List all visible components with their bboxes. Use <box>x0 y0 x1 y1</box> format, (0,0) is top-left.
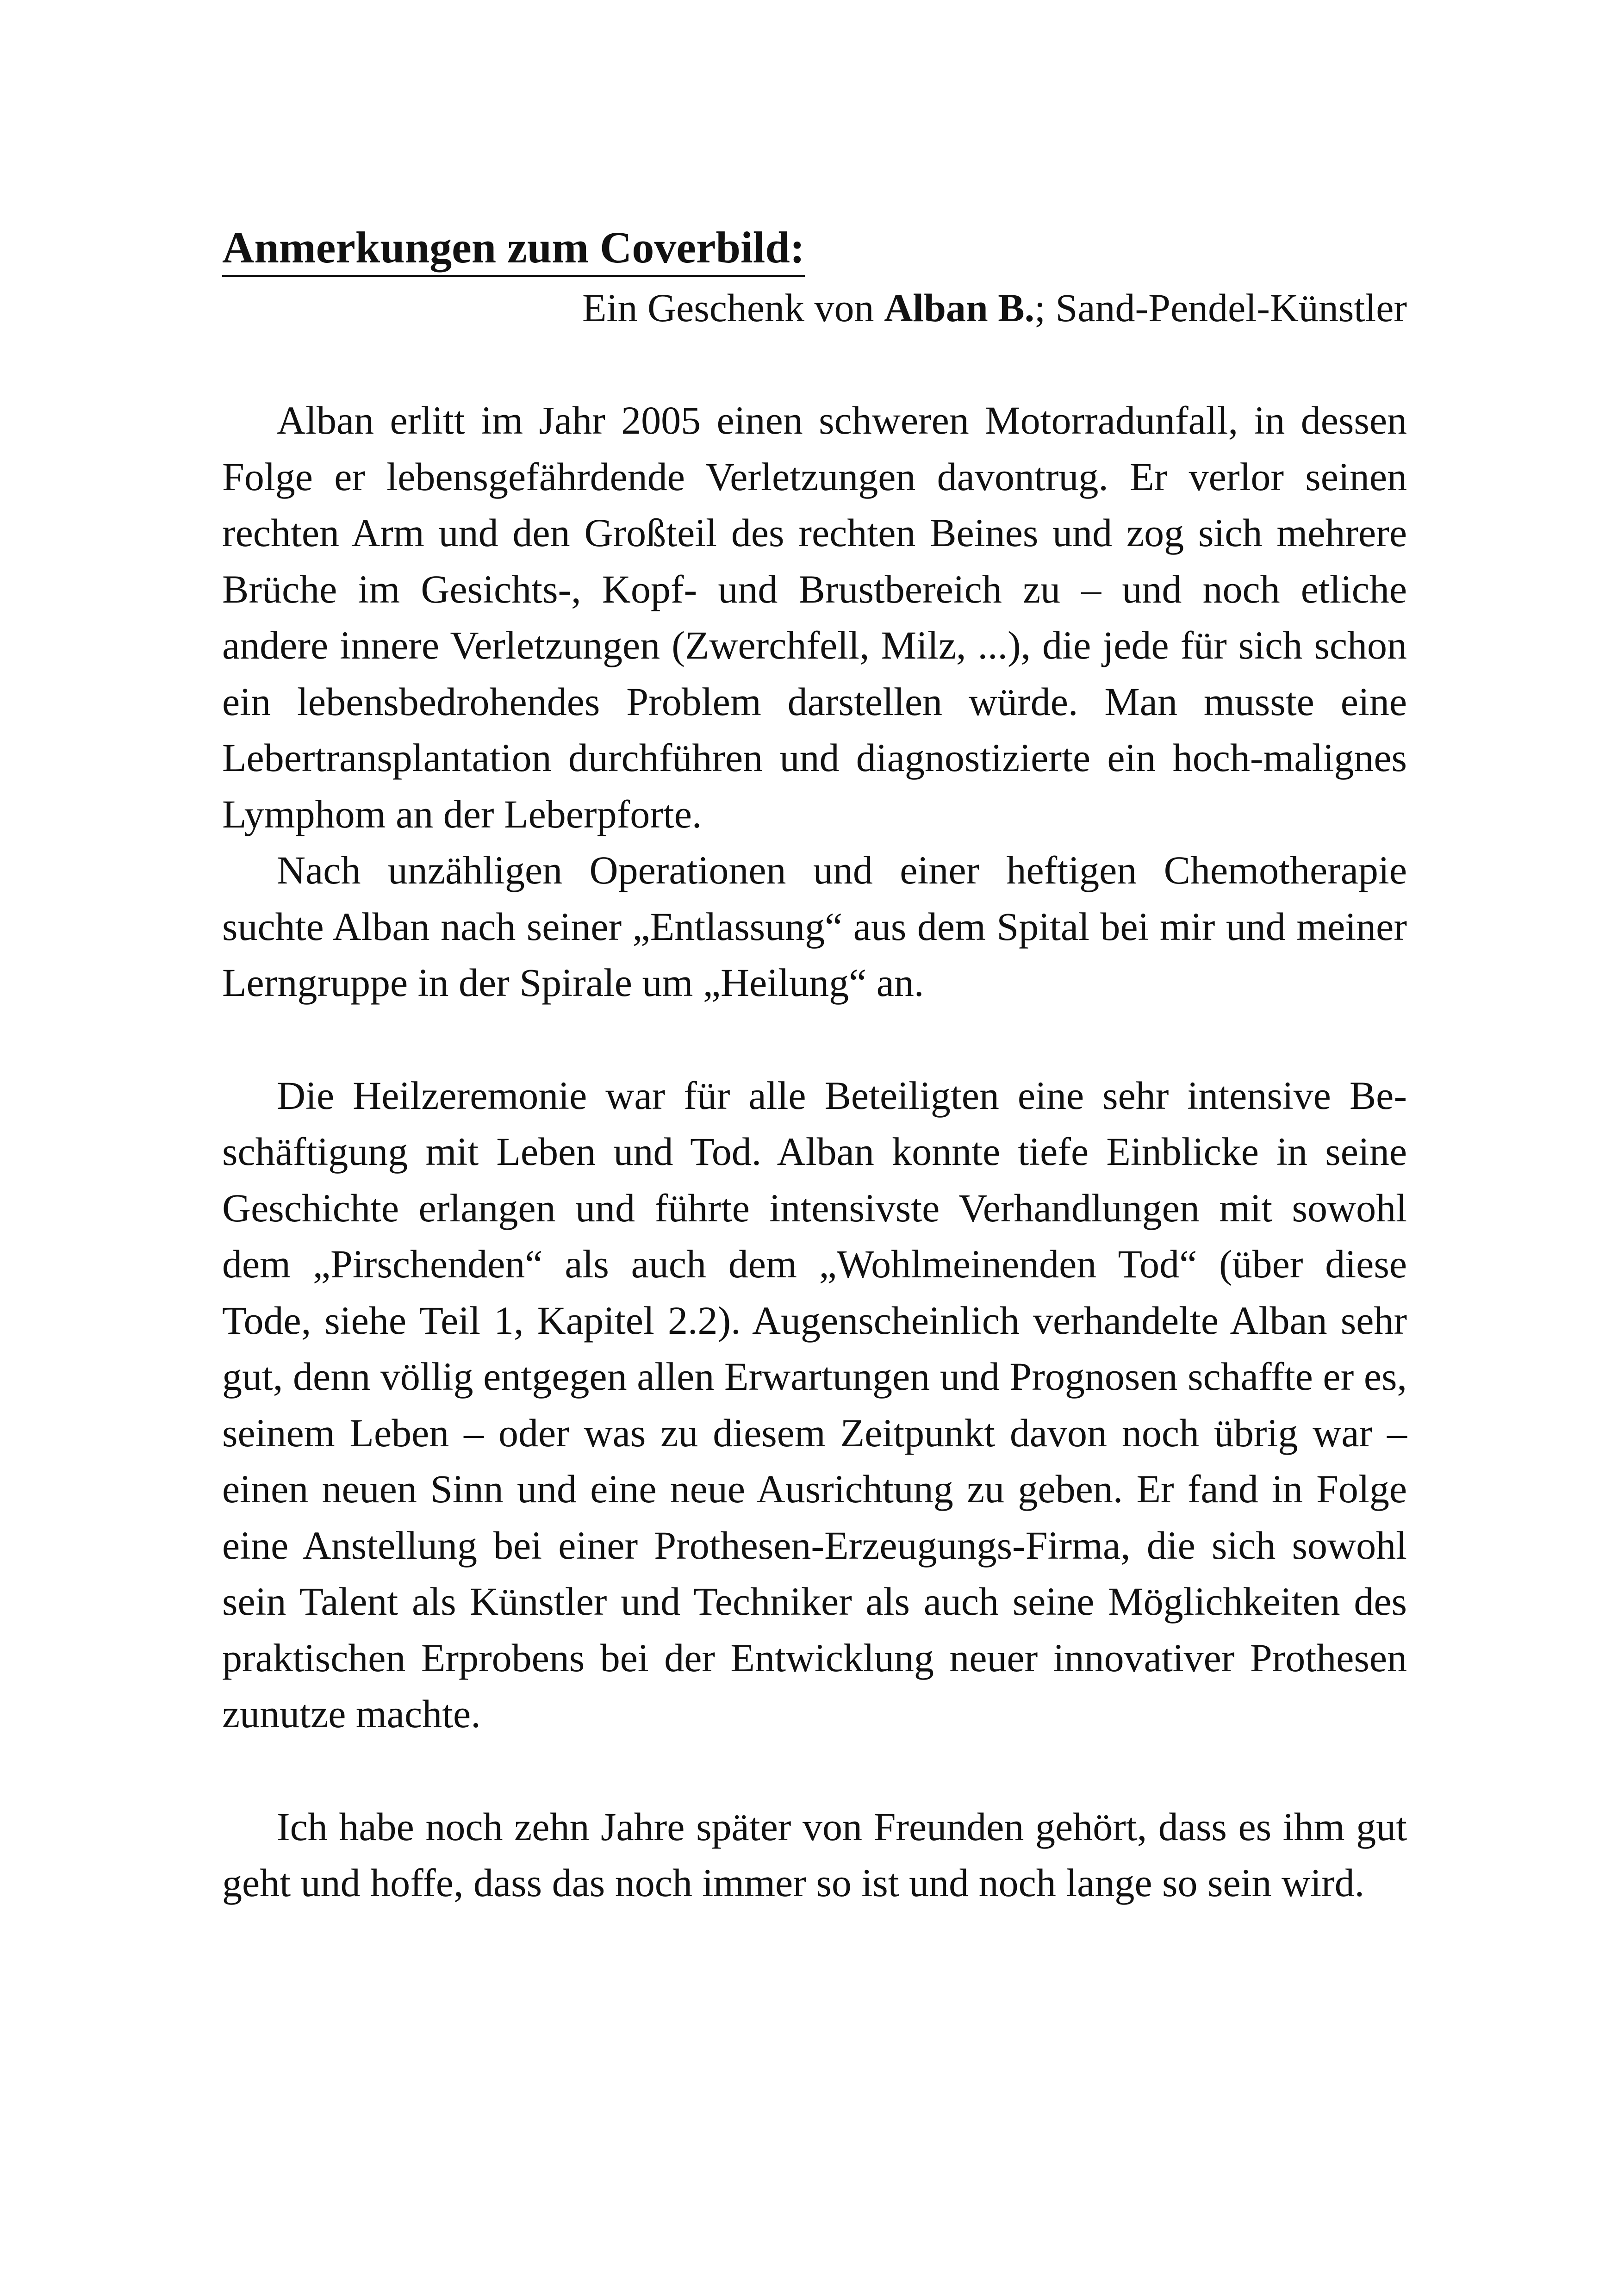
cover-credit-prefix: Ein Geschenk von <box>582 286 884 330</box>
paragraph-outcome: Ich habe noch zehn Jahre später von Freunden gehört, dass es ihm gut geht und hoffe, dass das noch immer so ist und noch lange so sein wird. <box>222 1804 1407 1905</box>
cover-credit <box>222 280 1407 336</box>
section-ceremony <box>222 1068 1407 1742</box>
paragraph-accident: Alban erlitt im Jahr 2005 einen schweren Motorradunfall, in dessen Folge er lebensgefährdende Verletzungen davontrug. Er verlor seinen rechten Arm und den Großteil des rechten Beines und zog sich mehrere Brüche im Gesichts-, Kopf- und Brustbereich zu – und noch etliche andere innere Verletzungen (Zwerchfell, Milz, ...), die jede für sich schon ein lebensbedrohendes Problem darstellen würde. Man musste eine Lebertransplantation durchführen und diagnostizierte ein hoch-malignes Lymphom an der Leberpforte. <box>222 398 1407 836</box>
artist-name: Alban B. <box>884 286 1035 330</box>
cover-credit-suffix: ; Sand-Pendel-Künstler <box>1034 286 1407 330</box>
page-title: Anmerkungen zum Coverbild: <box>222 222 805 277</box>
document-page <box>222 222 1407 1911</box>
section-outcome <box>222 1799 1407 1911</box>
paragraph-healing-request: Nach unzähligen Operationen und einer heftigen Chemotherapie suchte Alban nach seiner „Entlassung“ aus dem Spital bei mir und meiner Lerngruppe in der Spirale um „Heilung“ an. <box>222 848 1407 1005</box>
paragraph-ceremony: Die Heilzeremonie war für alle Beteiligten eine sehr intensive Beschäftigung mit Leben und Tod. Alban konnte tiefe Einblicke in seine Geschichte erlangen und führte intensivste Verhandlungen mit sowohl dem „Pirschenden“ als auch dem „Wohlmeinenden Tod“ (über diese Tode, siehe Teil 1, Kapitel 2.2). Augenscheinlich verhandelte Alban sehr gut, denn völlig entgegen allen Erwartungen und Prognosen schaffte er es, seinem Leben – oder was zu diesem Zeitpunkt davon noch übrig war – einen neuen Sinn und eine neue Ausrichtung zu geben. Er fand in Folge eine Anstellung bei einer Prothesen-Erzeugungs-Firma, die sich sowohl sein Talent als Künstler und Techniker als auch seine Möglichkeiten des praktischen Erprobens bei der Entwicklung neuer innovativer Prothesen zunutze machte. <box>222 1073 1407 1736</box>
section-accident <box>222 392 1407 1011</box>
